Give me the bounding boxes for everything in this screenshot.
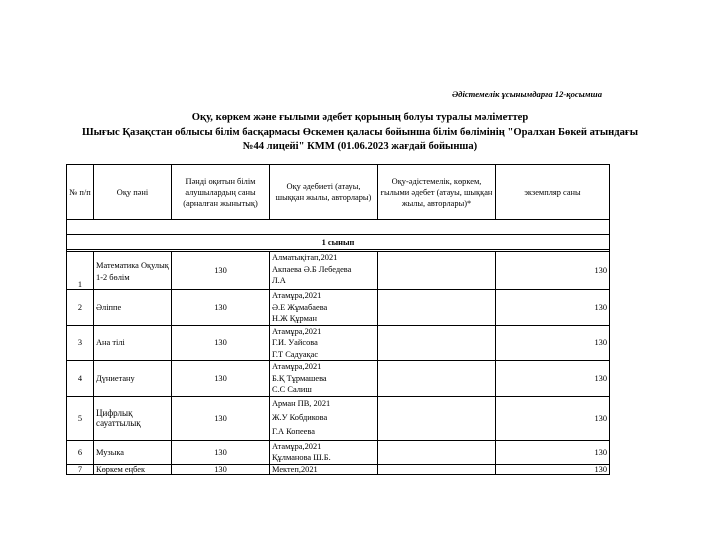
table-header-row <box>67 165 610 220</box>
row-students: 130 <box>172 252 270 290</box>
textbook-line: Атамұра,2021 <box>272 441 322 451</box>
row-students: 130 <box>172 464 270 474</box>
row-subject: Математика Оқулық 1-2 бөлім <box>94 252 172 290</box>
row-copies: 130 <box>496 325 610 361</box>
row-subject: Көркем еңбек <box>94 464 172 474</box>
table-row <box>67 464 610 474</box>
row-copies: 130 <box>496 290 610 326</box>
row-number: 4 <box>67 361 94 397</box>
title-line-1: Оқу, көркем және ғылыми әдебет қорының болуы туралы мәліметтер <box>191 112 529 123</box>
row-textbook <box>270 252 378 290</box>
title-line-2: Шығыс Қазақстан облысы білім басқармасы Өскемен қаласы бойынша білім бөлімінің "Оралхан Бөкей атындағы <box>82 126 638 138</box>
row-methodical <box>378 396 496 440</box>
textbook-line: Г.Т Садуақас <box>272 349 319 359</box>
row-copies: 130 <box>496 252 610 290</box>
textbook-line: Л.А <box>272 276 286 285</box>
row-students: 130 <box>172 396 270 440</box>
row-methodical <box>378 440 496 464</box>
table-row <box>67 290 610 326</box>
row-textbook <box>270 396 378 440</box>
row-students: 130 <box>172 290 270 326</box>
row-number: 1 <box>67 252 94 290</box>
col-header-textbook: Оқу әдебиеті (атауы, шыққан жылы, авторлары) <box>270 165 378 220</box>
row-methodical <box>378 464 496 474</box>
row-number: 5 <box>67 396 94 440</box>
textbook-line: Арман ПВ, 2021 <box>272 398 331 408</box>
textbook-line: Құлманова Ш.Б. <box>272 453 331 462</box>
row-textbook <box>270 464 378 474</box>
row-textbook <box>270 290 378 326</box>
grade-label: 1 сынып <box>67 235 610 250</box>
textbook-line: Атамұра,2021 <box>272 362 322 371</box>
row-subject: Дүниетану <box>94 361 172 397</box>
row-students: 130 <box>172 440 270 464</box>
textbook-line: Г.А Копеева <box>272 426 315 436</box>
literature-table <box>66 164 610 475</box>
textbook-line: Акпаева Ә.Б Лебедева <box>272 264 352 274</box>
row-subject: Музыка <box>94 440 172 464</box>
table-row <box>67 252 610 290</box>
row-students: 130 <box>172 361 270 397</box>
row-copies: 130 <box>496 396 610 440</box>
row-subject: Ана тілі <box>94 325 172 361</box>
textbook-line: Алматықітап,2021 <box>272 253 338 262</box>
row-copies: 130 <box>496 361 610 397</box>
col-header-methodical: Оқу-әдістемелік, көркем, ғылыми әдебет (атауы, шыққан жылы, авторлары)* <box>378 165 496 220</box>
header-gap-row <box>67 220 610 235</box>
row-students: 130 <box>172 325 270 361</box>
row-subject: Әліппе <box>94 290 172 326</box>
textbook-line: Н.Ж Құрман <box>272 314 318 323</box>
table-row <box>67 440 610 464</box>
row-copies: 130 <box>496 464 610 474</box>
textbook-line: Ж.У Кобдикова <box>272 412 328 422</box>
document-title <box>60 111 660 155</box>
grade-row <box>67 235 610 250</box>
table-row <box>67 361 610 397</box>
col-header-copies: экземпляр саны <box>496 165 610 220</box>
row-methodical <box>378 325 496 361</box>
textbook-line: Атамұра,2021 <box>272 291 322 300</box>
row-number: 6 <box>67 440 94 464</box>
row-copies: 130 <box>496 440 610 464</box>
textbook-line: Ә.Е Жұмабаева <box>272 302 328 312</box>
row-number: 2 <box>67 290 94 326</box>
col-header-number: № п/п <box>67 165 94 220</box>
row-textbook <box>270 361 378 397</box>
row-textbook <box>270 440 378 464</box>
row-number: 3 <box>67 325 94 361</box>
textbook-line: Атамұра,2021 <box>272 326 322 336</box>
textbook-line: Г.И. Уайсова <box>272 338 318 347</box>
textbook-line: Мектеп,2021 <box>272 464 318 474</box>
row-methodical <box>378 290 496 326</box>
textbook-line: С.С Салиш <box>272 385 312 394</box>
textbook-line: Б.Қ Тұрмашева <box>272 373 327 383</box>
table-row <box>67 396 610 440</box>
row-textbook <box>270 325 378 361</box>
title-line-3: №44 лицейі" КММ (01.06.2023 жағдай бойынша) <box>242 141 478 152</box>
row-subject: Цифрлық сауаттылық <box>94 396 172 440</box>
col-header-students: Пәнді оқитын білім алушылардың саны (арналған жынытық) <box>172 165 270 220</box>
table-row <box>67 325 610 361</box>
row-number: 7 <box>67 464 94 474</box>
appendix-note: Әдістемелік ұсынымдарға 12-қосымша <box>451 89 602 99</box>
row-methodical <box>378 252 496 290</box>
row-methodical <box>378 361 496 397</box>
col-header-subject: Оқу пәні <box>94 165 172 220</box>
